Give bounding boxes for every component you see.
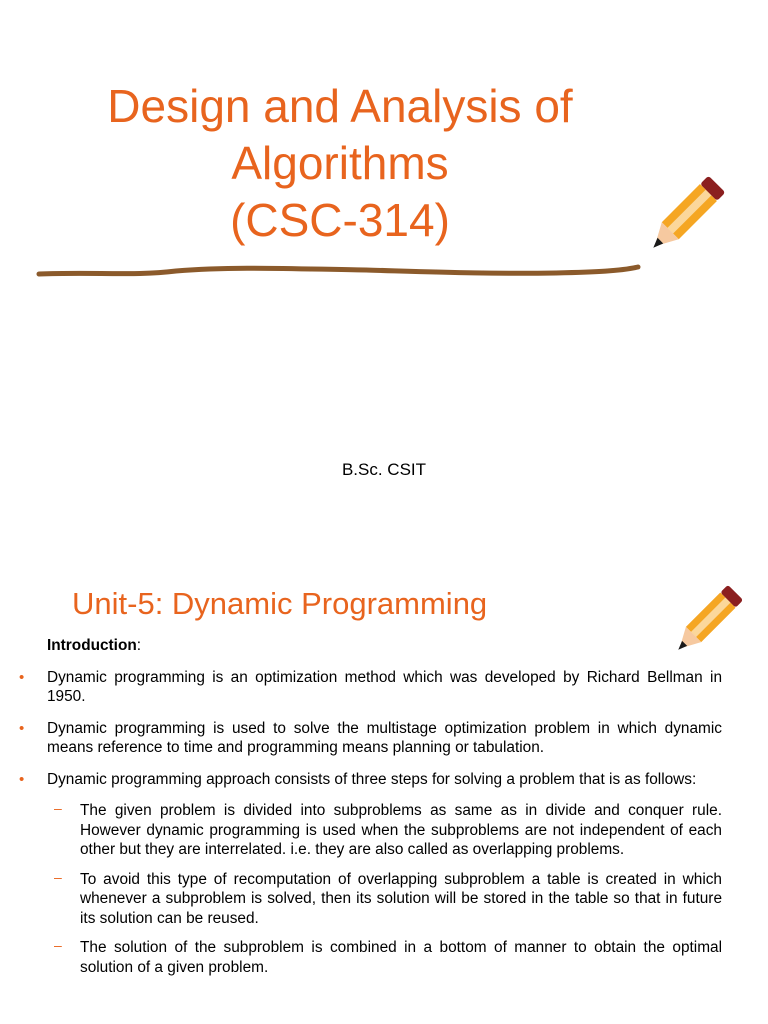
sub-bullet-text: The given problem is divided into subproblems as same as in divide and conquer rule. However dynamic programming is used when the subproblems are not independent of each other but they are interrelated. i.e. they are also called as overlapping problems. [80,802,722,858]
intro-label: Introduction [47,637,137,654]
slide-subtitle: B.Sc. CSIT [341,460,427,479]
sub-bullet-item [54,868,722,929]
dash-glyph: – [54,937,62,953]
bullet-text: Dynamic programming is used to solve the multistage optimization problem in which dynamic means reference to time and programming means planning or tabulation. [47,719,722,756]
bullet-glyph: • [19,668,25,686]
title-line-2: Algorithms [231,137,449,189]
dash-glyph: – [54,800,62,816]
title-line-3: (CSC-314) [230,194,450,246]
intro-heading [47,636,768,656]
bullet-text: Dynamic programming approach consists of three steps for solving a problem that is as follows: [47,770,697,788]
dash-glyph: – [54,868,62,885]
bullet-glyph: • [19,719,25,737]
pencil-icon [633,168,733,268]
title-line-1: Design and Analysis of [107,80,573,132]
sub-bullet-text: The solution of the subproblem is combined in a bottom of manner to obtain the optimal solution of a given problem. [80,939,722,976]
bullet-item [19,770,722,790]
sub-bullet-item [54,800,722,860]
bullet-glyph: • [19,770,25,788]
sub-bullet-text: To avoid this type of recomputation of overlapping subproblem a table is created in which whenever a subproblem is solved, then its solution will be stored in the table so that in future its solution can be reused. [80,870,722,927]
bullet-item [19,668,722,707]
brush-stroke-underline [36,258,646,282]
unit-title: Unit-5: Dynamic Programming [72,586,488,621]
slide-body [0,636,768,987]
sub-bullet-item [54,937,722,977]
slide-title [40,78,640,249]
bullet-text: Dynamic programming is an optimization method which was developed by Richard Bellman in 1950. [47,668,722,705]
content-slide [0,540,768,1024]
intro-colon: : [136,637,142,654]
bullet-item [19,719,722,758]
